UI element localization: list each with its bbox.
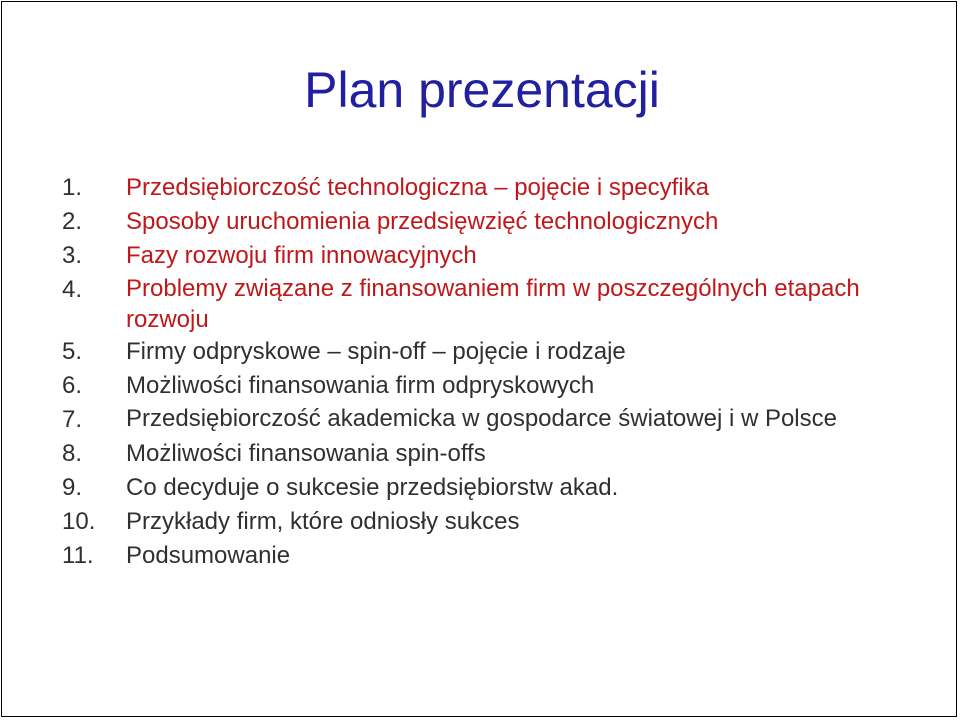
agenda-item-text: Firmy odpryskowe – spin-off – pojęcie i rodzaje	[126, 338, 626, 365]
agenda-item-number: 11.	[62, 542, 94, 569]
agenda-item-text: Co decyduje o sukcesie przedsiębiorstw akad.	[126, 474, 619, 501]
agenda-item-number: 7.	[62, 406, 83, 433]
agenda-item-9	[62, 471, 902, 505]
agenda-list	[62, 171, 902, 573]
slide-title: Plan prezentacji	[304, 62, 660, 118]
agenda-item-number: 5.	[62, 338, 83, 365]
agenda-item-number: 9.	[62, 474, 83, 501]
agenda-item-text: Fazy rozwoju firm innowacyjnych	[126, 242, 477, 269]
agenda-item-5	[62, 335, 902, 369]
agenda-item-6	[62, 369, 902, 403]
agenda-item-10	[62, 505, 902, 539]
agenda-item-number: 1.	[62, 174, 83, 201]
agenda-item-1	[62, 171, 902, 205]
agenda-item-number: 4.	[62, 276, 83, 303]
agenda-item-number: 3.	[62, 242, 83, 269]
agenda-item-8	[62, 437, 902, 471]
slide	[1, 1, 957, 717]
agenda-item-3	[62, 239, 902, 273]
agenda-item-text: Przedsiębiorczość technologiczna – pojęcie i specyfika	[126, 174, 709, 201]
agenda-item-number: 2.	[62, 208, 83, 235]
agenda-item-text: Przedsiębiorczość akademicka w gospodarce światowej i w Polsce	[126, 405, 837, 432]
agenda-item-text: Przykłady firm, które odniosły sukces	[126, 508, 520, 535]
agenda-item-text: Problemy związane z finansowaniem firm w poszczególnych etapach rozwoju	[126, 275, 860, 333]
agenda-item-text: Podsumowanie	[126, 542, 291, 569]
agenda-item-number: 8.	[62, 440, 83, 467]
agenda-item-11	[62, 539, 902, 573]
agenda-item-number: 6.	[62, 372, 83, 399]
agenda-item-2	[62, 205, 902, 239]
agenda-item-7	[62, 403, 902, 437]
agenda-item-4	[62, 273, 902, 335]
agenda-item-text: Możliwości finansowania firm odpryskowych	[126, 372, 595, 399]
agenda-item-text: Sposoby uruchomienia przedsięwzięć technologicznych	[126, 208, 719, 235]
agenda-item-number: 10.	[62, 508, 96, 535]
agenda-item-text: Możliwości finansowania spin-offs	[126, 440, 486, 467]
